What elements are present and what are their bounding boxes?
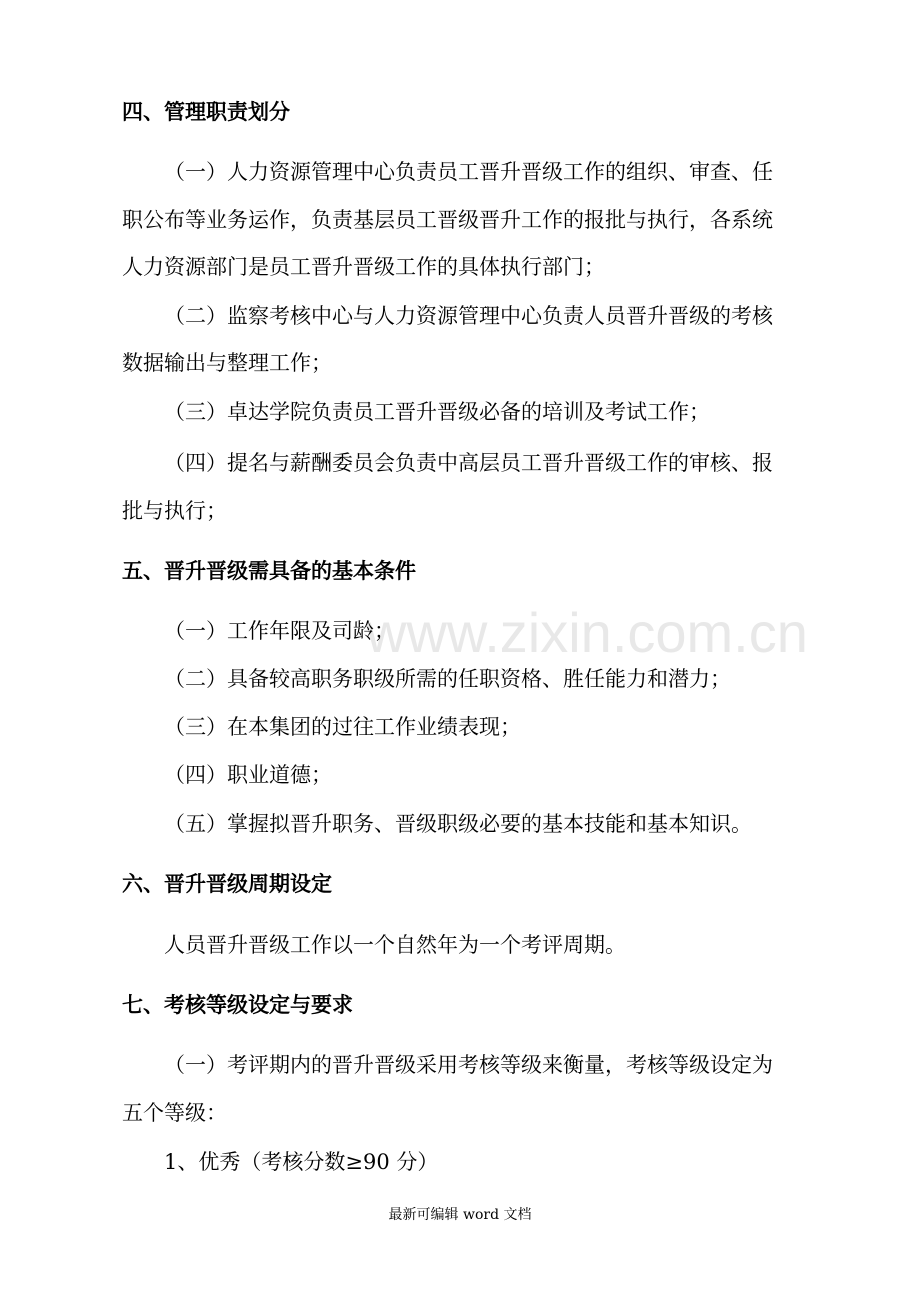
section-heading-4: 四、管理职责划分 — [122, 100, 290, 124]
paragraph-line: 批与执行； — [122, 499, 227, 523]
paragraph-line: 数据输出与整理工作； — [122, 351, 332, 375]
list-item: （三）在本集团的过往工作业绩表现； — [164, 715, 521, 739]
section-heading-6: 六、晋升晋级周期设定 — [122, 872, 332, 896]
paragraph-line: （三）卓达学院负责员工晋升晋级必备的培训及考试工作； — [164, 400, 710, 424]
list-item: （二）具备较高职务职级所需的任职资格、胜任能力和潜力； — [164, 667, 731, 691]
list-item: （四）职业道德； — [164, 763, 332, 787]
section-heading-5: 五、晋升晋级需具备的基本条件 — [122, 559, 416, 583]
paragraph-line: （一）考评期内的晋升晋级采用考核等级来衡量，考核等级设定为 — [164, 1053, 773, 1077]
watermark: www.zixin.com.cn — [366, 601, 808, 664]
list-item: （五）掌握拟晋升职务、晋级职级必要的基本技能和基本知识。 — [164, 812, 752, 836]
paragraph-line: （四）提名与薪酬委员会负责中高层员工晋升晋级工作的审核、报 — [164, 451, 773, 475]
paragraph-line: 五个等级： — [122, 1101, 227, 1125]
page-footer: 最新可编辑 word 文档 — [388, 1207, 532, 1223]
section-heading-7: 七、考核等级设定与要求 — [122, 993, 353, 1017]
paragraph-line: （一）人力资源管理中心负责员工晋升晋级工作的组织、审查、任 — [164, 160, 773, 184]
paragraph-line: 人员晋升晋级工作以一个自然年为一个考评周期。 — [164, 933, 626, 957]
list-item: （一）工作年限及司龄； — [164, 619, 395, 643]
paragraph-line: 职公布等业务运作，负责基层员工晋级晋升工作的报批与执行，各系统 — [122, 208, 773, 232]
paragraph-line: 人力资源部门是员工晋升晋级工作的具体执行部门； — [122, 255, 605, 279]
paragraph-line: （二）监察考核中心与人力资源管理中心负责人员晋升晋级的考核 — [164, 304, 773, 328]
list-item: 1、优秀（考核分数≥90 分） — [164, 1150, 439, 1174]
